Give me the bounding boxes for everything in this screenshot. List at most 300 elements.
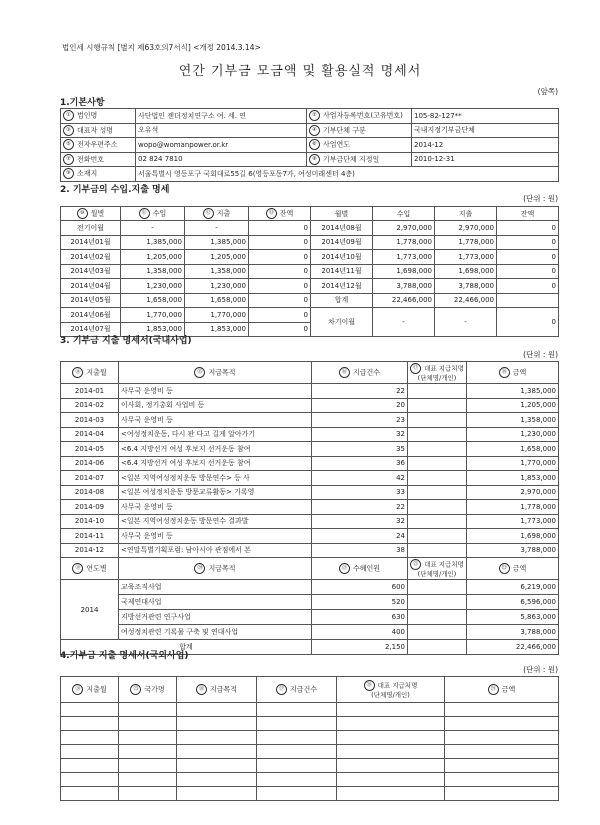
- col-month-text: 지출월: [86, 368, 107, 377]
- purpose-text: <일본 여성정치운동 방문교류활동> 기록영: [121, 488, 255, 497]
- col-amount: [467, 558, 559, 580]
- col-expense: [435, 207, 497, 221]
- section3-unit: (단위 : 원): [523, 350, 558, 359]
- info-label: [307, 152, 412, 167]
- income-text: 1,385,000: [146, 238, 182, 247]
- empty-cell: [61, 717, 119, 731]
- month-text: 2014년09월: [321, 238, 362, 247]
- income: [373, 264, 435, 279]
- month-text: 합계: [334, 296, 349, 305]
- month-text: 2014년12월: [321, 281, 362, 290]
- item-number-icon: ㉗: [276, 684, 287, 695]
- recipient: [408, 427, 467, 442]
- empty-cell: [177, 731, 257, 745]
- overseas-expense-table: [60, 676, 559, 801]
- income: [373, 235, 435, 250]
- recipient: [408, 529, 467, 544]
- address-value: [136, 167, 559, 182]
- expense: [435, 293, 497, 308]
- empty-cell: [257, 717, 337, 731]
- carry-income-text: -: [402, 318, 405, 326]
- col-purpose: [119, 558, 312, 580]
- purpose: [119, 442, 312, 457]
- col-balance-text: 잔액: [520, 209, 535, 218]
- income: [373, 250, 435, 265]
- expense: [435, 250, 497, 265]
- expense-text: 1,658,000: [210, 296, 246, 305]
- expense: [185, 250, 249, 265]
- empty-cell: [177, 703, 257, 717]
- empty-cell: [445, 759, 559, 773]
- empty-cell: [61, 745, 119, 759]
- expense-text: -: [215, 223, 218, 232]
- col-count: [312, 362, 408, 384]
- item-number-icon: ⑳: [194, 563, 205, 574]
- month-text: 2014-10: [74, 517, 105, 526]
- item-number-icon: ⑬: [266, 208, 277, 219]
- item-number-icon: ⑦: [63, 154, 74, 165]
- item-number-icon: ㉖: [196, 684, 207, 695]
- carry-balance: [497, 308, 559, 337]
- col-amount-text: 금액: [501, 685, 516, 694]
- empty-cell: [61, 731, 119, 745]
- expense-row: [61, 514, 559, 529]
- year: [61, 580, 119, 640]
- month-text: 2014-07: [74, 473, 105, 482]
- expense-row: [61, 529, 559, 544]
- amount: [467, 625, 559, 640]
- info-value: [412, 152, 559, 167]
- expense: [435, 221, 497, 236]
- purpose: [119, 413, 312, 428]
- item-number-icon: ㉙: [488, 684, 499, 695]
- count: [312, 384, 408, 399]
- expense-row: [61, 485, 559, 500]
- amount: [467, 384, 559, 399]
- recipients-text: 630: [391, 613, 405, 621]
- purpose-text: <6.4 지방선거 여성 후보지 선거운동 참여: [121, 444, 251, 453]
- col-balance: [249, 207, 311, 221]
- yearly-row: [61, 595, 559, 610]
- balance: [249, 264, 311, 279]
- amount-text: 1,358,000: [520, 415, 556, 424]
- item-number-icon: ⑭: [72, 367, 83, 378]
- info-value: [136, 152, 307, 167]
- item-number-icon: ㉘: [364, 680, 375, 691]
- col-income: [121, 207, 185, 221]
- col-income-text: 수입: [152, 209, 167, 218]
- income-text: 1,778,000: [396, 238, 432, 247]
- income-text: 22,466,000: [391, 296, 432, 305]
- empty-cell: [177, 773, 257, 787]
- recipient: [408, 485, 467, 500]
- month: [311, 235, 373, 250]
- info-value: [412, 123, 559, 138]
- month-text: 2014년10월: [321, 252, 362, 261]
- expense-text: 3,788,000: [458, 281, 494, 290]
- col-recipient: [337, 677, 445, 703]
- expense-text: 2,970,000: [458, 223, 494, 232]
- carry-income: [373, 308, 435, 337]
- expense: [435, 235, 497, 250]
- balance-text: 0: [303, 325, 308, 334]
- item-number-icon: ⑧: [309, 154, 320, 165]
- empty-row: [61, 745, 559, 759]
- amount: [467, 413, 559, 428]
- item-number-icon: ㉕: [130, 684, 141, 695]
- month-row: [61, 293, 559, 308]
- month-text: 2014년06월: [70, 310, 111, 319]
- info-row: [61, 138, 559, 153]
- info-value-text: 2014-12: [414, 140, 444, 149]
- empty-cell: [337, 731, 445, 745]
- empty-cell: [445, 731, 559, 745]
- amount: [467, 595, 559, 610]
- item-number-icon: ㉒: [410, 559, 421, 570]
- purpose: [119, 514, 312, 529]
- empty-row: [61, 717, 559, 731]
- total-recipient: [408, 640, 467, 655]
- balance: [249, 235, 311, 250]
- balance: [497, 264, 559, 279]
- item-number-icon: ⑲: [72, 563, 83, 574]
- amount-text: 1,698,000: [520, 531, 556, 540]
- amount: [467, 580, 559, 595]
- purpose-text: 사무국 운영비 등: [121, 502, 173, 511]
- income: [121, 308, 185, 323]
- col-purpose-text: 지급목적: [208, 368, 236, 377]
- total-amount: [467, 640, 559, 655]
- income: [121, 293, 185, 308]
- info-value: [412, 109, 559, 124]
- amount-text: 2,970,000: [520, 488, 556, 497]
- item-number-icon: ⑩: [77, 208, 88, 219]
- address-row: [61, 167, 559, 182]
- month: [61, 427, 119, 442]
- month: [61, 308, 121, 323]
- expense: [185, 308, 249, 323]
- page-title: 연간 기부금 모금액 및 활용실적 명세서: [178, 64, 422, 79]
- income-text: 1,358,000: [146, 267, 182, 276]
- col-recipient: [408, 362, 467, 384]
- month-text: 2014년03월: [70, 267, 111, 276]
- empty-cell: [177, 787, 257, 801]
- item-number-icon: ①: [63, 110, 74, 121]
- item-number-icon: ⑱: [499, 367, 510, 378]
- amount-text: 6,596,000: [520, 598, 556, 606]
- carry-month: [311, 308, 373, 337]
- balance-text: 0: [551, 252, 556, 261]
- empty-row: [61, 731, 559, 745]
- purpose: [119, 456, 312, 471]
- expense-text: 1,358,000: [210, 267, 246, 276]
- purpose: [119, 580, 312, 595]
- section4-unit: (단위 : 원): [523, 665, 558, 674]
- amount: [467, 442, 559, 457]
- balance-text: 0: [303, 310, 308, 319]
- purpose-text: 이사회, 정기총회 사업비 등: [121, 401, 205, 410]
- info-row: [61, 109, 559, 124]
- section2-unit: (단위 : 원): [523, 194, 558, 203]
- empty-cell: [119, 773, 177, 787]
- recipient: [408, 456, 467, 471]
- month: [311, 221, 373, 236]
- expense-row: [61, 427, 559, 442]
- expense-text: 1,778,000: [458, 238, 494, 247]
- item-number-icon: ㉔: [72, 684, 83, 695]
- empty-cell: [177, 717, 257, 731]
- expense: [435, 279, 497, 294]
- purpose-text: 국제연대사업: [121, 598, 162, 606]
- amount: [467, 456, 559, 471]
- month-text: 2014-01: [74, 386, 105, 395]
- info-value-text: 2010-12-31: [414, 155, 455, 164]
- recipient: [408, 580, 467, 595]
- empty-row: [61, 759, 559, 773]
- amount: [467, 485, 559, 500]
- year-text: 2014: [80, 605, 99, 614]
- month-text: 2014년04월: [70, 281, 111, 290]
- col-purpose: [119, 362, 312, 384]
- month: [61, 500, 119, 515]
- month-row: [61, 250, 559, 265]
- col-recipients-text: 수혜인원: [352, 564, 381, 573]
- month: [61, 235, 121, 250]
- income-expense-table: [60, 206, 559, 337]
- amount-text: 1,773,000: [520, 517, 556, 526]
- info-value-text: 국내지정기부금단체: [414, 126, 475, 135]
- recipients-text: 400: [391, 628, 405, 636]
- col-recipient-text: 대표 지급처명 (단체명/개인): [371, 681, 418, 699]
- empty-cell: [257, 759, 337, 773]
- yearly-row: [61, 610, 559, 625]
- item-number-icon: ㉓: [499, 563, 510, 574]
- expense-text: 1,205,000: [210, 252, 246, 261]
- expense-text: 1,770,000: [210, 310, 246, 319]
- month-text: 2014년01월: [70, 238, 111, 247]
- amount-text: 1,205,000: [520, 401, 556, 410]
- expense-text: 22,466,000: [453, 296, 494, 305]
- empty-cell: [177, 745, 257, 759]
- count: [312, 427, 408, 442]
- col-expense-text: 지출: [216, 209, 231, 218]
- col-amount-text: 금액: [512, 368, 527, 377]
- recipients: [312, 610, 408, 625]
- count: [312, 442, 408, 457]
- item-number-icon: ⑯: [339, 367, 350, 378]
- expense-row: [61, 471, 559, 486]
- recipients-text: 520: [391, 598, 405, 606]
- income-text: -: [151, 223, 154, 232]
- empty-row: [61, 703, 559, 717]
- section1-title: 1.기본사항: [60, 98, 105, 108]
- amount: [467, 471, 559, 486]
- empty-cell: [257, 731, 337, 745]
- month: [311, 293, 373, 308]
- col-recipient: [408, 558, 467, 580]
- empty-cell: [257, 745, 337, 759]
- expense-text: 1,853,000: [210, 325, 246, 334]
- month-text: 2014년11월: [321, 267, 362, 276]
- recipient: [408, 514, 467, 529]
- recipient: [408, 413, 467, 428]
- info-label: [61, 109, 136, 124]
- expense-text: 1,230,000: [210, 281, 246, 290]
- empty-cell: [445, 717, 559, 731]
- amount: [467, 514, 559, 529]
- item-number-icon: ⑤: [63, 139, 74, 150]
- col-purpose-text: 지급목적: [208, 564, 236, 573]
- info-label-text: 대표자 성명: [77, 126, 114, 135]
- col-month: [61, 362, 119, 384]
- month-text: 2014년05월: [70, 296, 111, 305]
- header-row: [61, 558, 559, 580]
- info-label: [61, 138, 136, 153]
- month-row: [61, 235, 559, 250]
- col-balance-text: 잔액: [279, 209, 294, 218]
- total-label-text: 합계: [179, 642, 193, 651]
- col-expense: [185, 207, 249, 221]
- info-label-text: 기부단체 구분: [323, 126, 366, 135]
- purpose: [119, 529, 312, 544]
- income-text: 1,205,000: [146, 252, 182, 261]
- total-count-text: 2,150: [384, 642, 405, 651]
- empty-cell: [337, 717, 445, 731]
- empty-cell: [257, 773, 337, 787]
- yearly-row: [61, 580, 559, 595]
- balance: [249, 322, 311, 337]
- count-text: 22: [396, 386, 405, 395]
- income: [121, 264, 185, 279]
- expense-row: [61, 384, 559, 399]
- basic-info-table: [60, 108, 559, 182]
- expense: [435, 264, 497, 279]
- count-text: 23: [396, 415, 405, 424]
- balance: [249, 279, 311, 294]
- header-row: [61, 362, 559, 384]
- count-text: 36: [396, 459, 405, 468]
- balance-text: 0: [303, 267, 308, 276]
- info-label: [307, 138, 412, 153]
- balance-text: 0: [551, 238, 556, 247]
- month: [61, 293, 121, 308]
- info-value-text: 105-82-127**: [414, 111, 462, 120]
- purpose-text: 사무국 운영비 등: [121, 531, 173, 540]
- item-number-icon: ④: [309, 125, 320, 136]
- count: [312, 413, 408, 428]
- income: [373, 293, 435, 308]
- recipients: [312, 580, 408, 595]
- income: [373, 279, 435, 294]
- address-label: [61, 167, 136, 182]
- month: [61, 442, 119, 457]
- col-month-text: 월별: [334, 209, 349, 218]
- carry-expense-text: -: [464, 318, 467, 326]
- purpose: [119, 543, 312, 558]
- col-count-text: 지급건수: [352, 368, 381, 377]
- empty-cell: [337, 773, 445, 787]
- expense: [185, 322, 249, 337]
- balance: [497, 235, 559, 250]
- count: [312, 529, 408, 544]
- purpose-text: <여성정치운동, 다시 판 다고 길게 알아가기: [121, 430, 256, 439]
- count-text: 35: [396, 444, 405, 453]
- col-count-text: 지급건수: [289, 685, 318, 694]
- purpose: [119, 610, 312, 625]
- section2-title: 2. 기부금의 수입.지출 명세: [60, 185, 170, 195]
- col-year: [61, 558, 119, 580]
- month-row: [61, 264, 559, 279]
- col-purpose-text: 지급목적: [209, 685, 238, 694]
- month-text: 2014-09: [74, 502, 105, 511]
- col-amount: [467, 362, 559, 384]
- info-label: [61, 152, 136, 167]
- item-number-icon: ⑮: [194, 367, 205, 378]
- info-value: [412, 138, 559, 153]
- count: [312, 500, 408, 515]
- col-recipient-text: 대표 지급처명 (단체명/개인): [417, 364, 464, 382]
- carry-month-text: 차기이월: [327, 318, 356, 326]
- amount-text: 3,788,000: [520, 546, 556, 555]
- amount-text: 1,385,000: [520, 386, 556, 395]
- col-income: [373, 207, 435, 221]
- col-recipients: [312, 558, 408, 580]
- month-text: 2014-02: [74, 401, 105, 410]
- count: [312, 514, 408, 529]
- month: [311, 250, 373, 265]
- header-row: [61, 207, 559, 221]
- col-expense-text: 지출: [458, 209, 473, 218]
- col-amount: [445, 677, 559, 703]
- balance-text: 0: [303, 223, 308, 232]
- empty-cell: [61, 703, 119, 717]
- amount-text: 3,788,000: [520, 628, 556, 636]
- front-note: (앞쪽): [537, 87, 558, 96]
- expense: [185, 279, 249, 294]
- purpose: [119, 384, 312, 399]
- recipient: [408, 500, 467, 515]
- balance: [249, 293, 311, 308]
- col-country: [119, 677, 177, 703]
- expense-row: [61, 543, 559, 558]
- count: [312, 398, 408, 413]
- balance: [497, 250, 559, 265]
- empty-cell: [119, 745, 177, 759]
- empty-cell: [337, 759, 445, 773]
- info-row: [61, 123, 559, 138]
- balance: [497, 221, 559, 236]
- purpose: [119, 500, 312, 515]
- info-label: [61, 123, 136, 138]
- info-row: [61, 152, 559, 167]
- col-recipient-text: 대표 지급처명 (단체명/개인): [417, 560, 464, 578]
- col-count: [257, 677, 337, 703]
- count-text: 24: [396, 531, 405, 540]
- amount-text: 6,219,000: [520, 583, 556, 591]
- info-value: [136, 138, 307, 153]
- balance-text: 0: [303, 281, 308, 290]
- count-text: 20: [396, 401, 405, 410]
- income-text: 1,770,000: [146, 310, 182, 319]
- month-text: 2014-04: [74, 430, 105, 439]
- empty-cell: [337, 787, 445, 801]
- month-row: [61, 308, 559, 323]
- carry-balance-text: 0: [551, 318, 556, 326]
- income-text: 2,970,000: [396, 223, 432, 232]
- amount: [467, 610, 559, 625]
- domestic-expense-table: [60, 361, 559, 655]
- address-label-text: 소재지: [77, 169, 98, 178]
